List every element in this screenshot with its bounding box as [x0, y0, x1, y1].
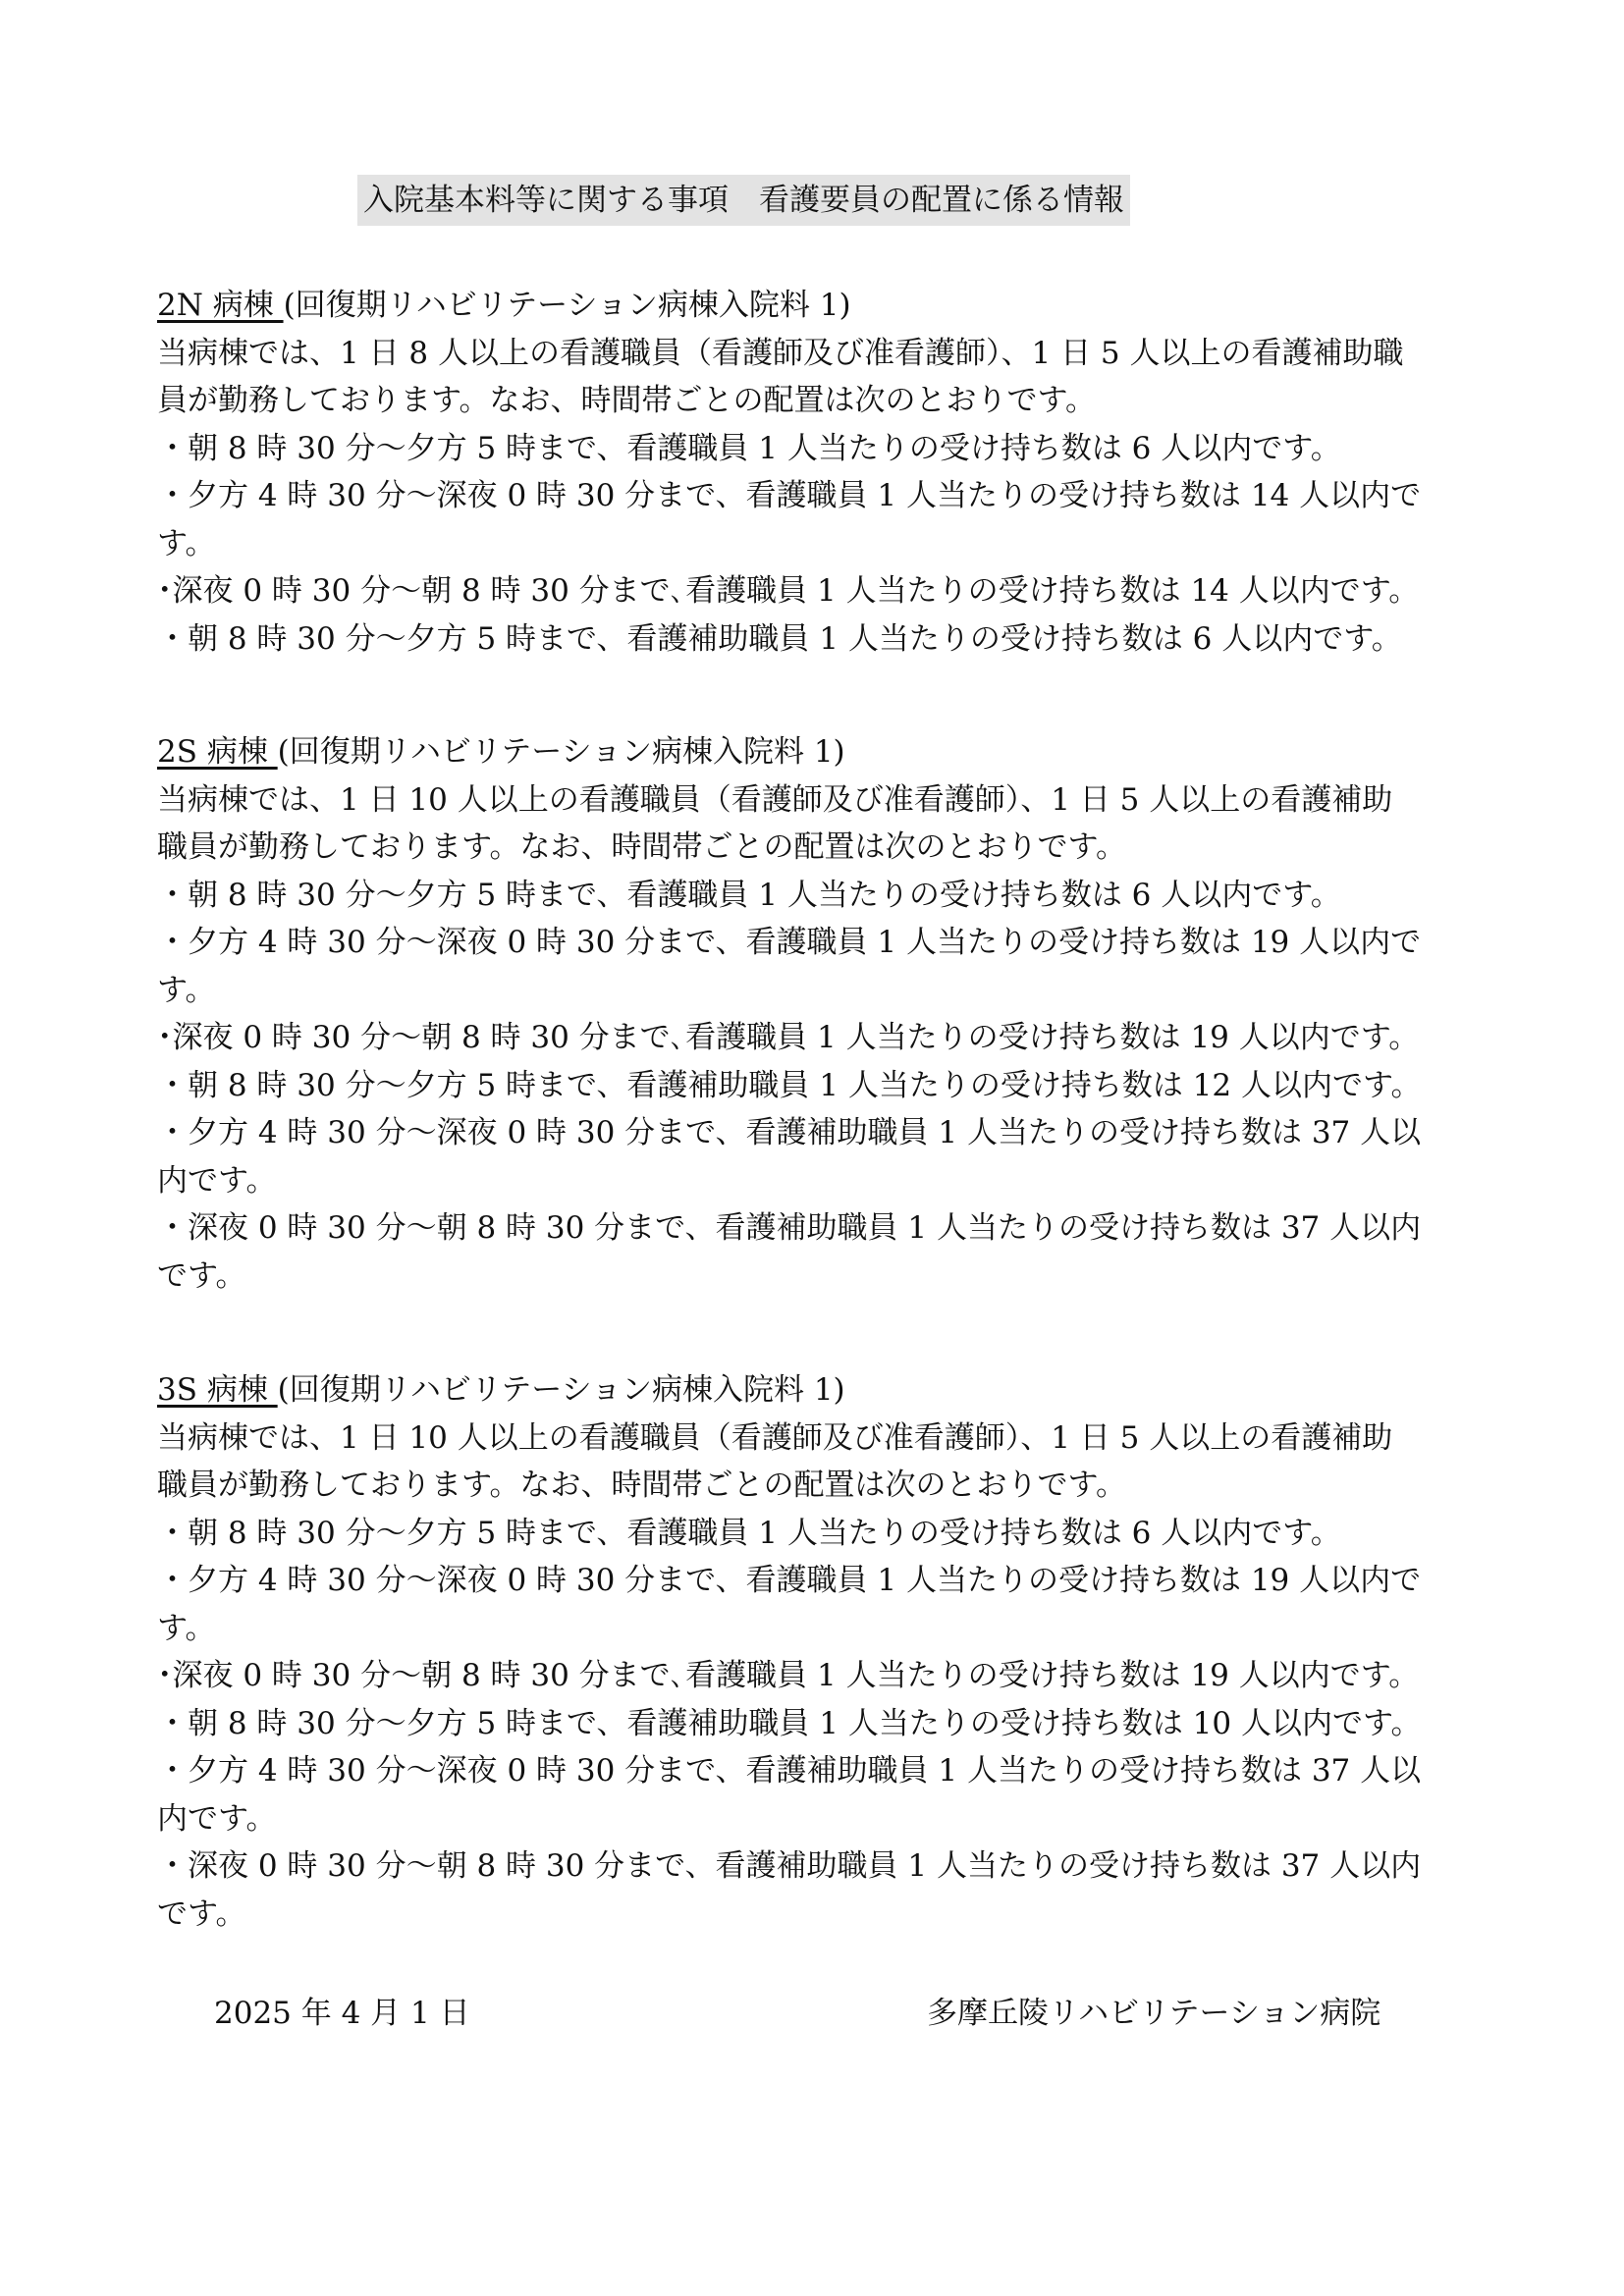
body-line: す。: [157, 1610, 216, 1646]
section-heading: [157, 282, 1492, 330]
body-line: ･深夜 0 時 30 分～朝 8 時 30 分まで､看護職員 1 人当たりの受け持ち数は 19 人以内です。: [157, 1658, 1420, 1693]
ward-name: 3S 病棟: [157, 1372, 278, 1408]
body-line: 当病棟では、1 日 10 人以上の看護職員（看護師及び准看護師）、1 日 5 人以上の看護補助: [157, 1419, 1393, 1456]
body-line: ･深夜 0 時 30 分～朝 8 時 30 分まで､看護職員 1 人当たりの受け持ち数は 19 人以内です。: [157, 1020, 1420, 1055]
body-line: です。: [157, 1896, 246, 1932]
section-heading: [157, 1366, 1492, 1415]
issue-date: 2025 年 4 月 1 日: [214, 1996, 470, 2031]
body-line: ・朝 8 時 30 分～夕方 5 時まで、看護職員 1 人当たりの受け持ち数は 6 人以内です。: [157, 430, 1341, 466]
body-line: ・朝 8 時 30 分～夕方 5 時まで、看護職員 1 人当たりの受け持ち数は 6 人以内です。: [157, 877, 1341, 913]
body-line: ・夕方 4 時 30 分～深夜 0 時 30 分まで、看護補助職員 1 人当たりの受け持ち数は 37 人以: [157, 1753, 1422, 1789]
body-line: ・深夜 0 時 30 分～朝 8 時 30 分まで、看護補助職員 1 人当たりの受け持ち数は 37 人以内: [157, 1210, 1422, 1246]
section-2s: [157, 728, 1492, 1300]
body-line: ・朝 8 時 30 分～夕方 5 時まで、看護補助職員 1 人当たりの受け持ち数は 10 人以内です。: [157, 1705, 1422, 1741]
body-line: ・夕方 4 時 30 分～深夜 0 時 30 分まで、看護職員 1 人当たりの受け持ち数は 14 人以内で: [157, 478, 1422, 513]
hospital-name: 多摩丘陵リハビリテーション病院: [927, 1996, 1381, 2031]
ward-name: 2S 病棟: [157, 734, 278, 770]
body-line: ・夕方 4 時 30 分～深夜 0 時 30 分まで、看護職員 1 人当たりの受け持ち数は 19 人以内で: [157, 1563, 1422, 1598]
body-line: 当病棟では、1 日 10 人以上の看護職員（看護師及び准看護師）、1 日 5 人以上の看護補助: [157, 781, 1393, 818]
body-line: ・深夜 0 時 30 分～朝 8 時 30 分まで、看護補助職員 1 人当たりの受け持ち数は 37 人以内: [157, 1848, 1422, 1884]
body-line: 職員が勤務しております。なお、時間帯ごとの配置は次のとおりです。: [157, 829, 1127, 865]
ward-category: (回復期リハビリテーション病棟入院料 1): [277, 1372, 845, 1408]
section-heading: [157, 728, 1492, 776]
body-line: ･深夜 0 時 30 分～朝 8 時 30 分まで､看護職員 1 人当たりの受け持ち数は 14 人以内です。: [157, 573, 1420, 609]
body-line: ・朝 8 時 30 分～夕方 5 時まで、看護補助職員 1 人当たりの受け持ち数は 6 人以内です。: [157, 620, 1402, 657]
body-line: 内です。: [157, 1162, 277, 1199]
body-line: 当病棟では、1 日 8 人以上の看護職員（看護師及び准看護師）、1 日 5 人以上の看護補助職: [157, 335, 1404, 371]
ward-name: 2N 病棟: [157, 288, 284, 323]
section-2n: [157, 282, 1492, 663]
body-line: ・夕方 4 時 30 分～深夜 0 時 30 分まで、看護補助職員 1 人当たりの受け持ち数は 37 人以: [157, 1115, 1422, 1150]
ward-category: (回復期リハビリテーション病棟入院料 1): [277, 734, 845, 770]
body-line: 内です。: [157, 1800, 277, 1837]
ward-category: (回復期リハビリテーション病棟入院料 1): [283, 288, 851, 323]
document-title: 入院基本料等に関する事項 看護要員の配置に係る情報: [357, 175, 1130, 226]
section-3s: [157, 1366, 1492, 1938]
body-line: す。: [157, 972, 216, 1008]
body-line: 職員が勤務しております。なお、時間帯ごとの配置は次のとおりです。: [157, 1468, 1127, 1503]
body-line: ・夕方 4 時 30 分～深夜 0 時 30 分まで、看護職員 1 人当たりの受け持ち数は 19 人以内で: [157, 925, 1422, 960]
body-line: 員が勤務しております。なお、時間帯ごとの配置は次のとおりです。: [157, 383, 1097, 418]
body-line: ・朝 8 時 30 分～夕方 5 時まで、看護職員 1 人当たりの受け持ち数は 6 人以内です。: [157, 1515, 1341, 1551]
body-line: ・朝 8 時 30 分～夕方 5 時まで、看護補助職員 1 人当たりの受け持ち数は 12 人以内です。: [157, 1067, 1422, 1103]
body-line: です。: [157, 1257, 246, 1294]
body-line: す。: [157, 525, 216, 561]
